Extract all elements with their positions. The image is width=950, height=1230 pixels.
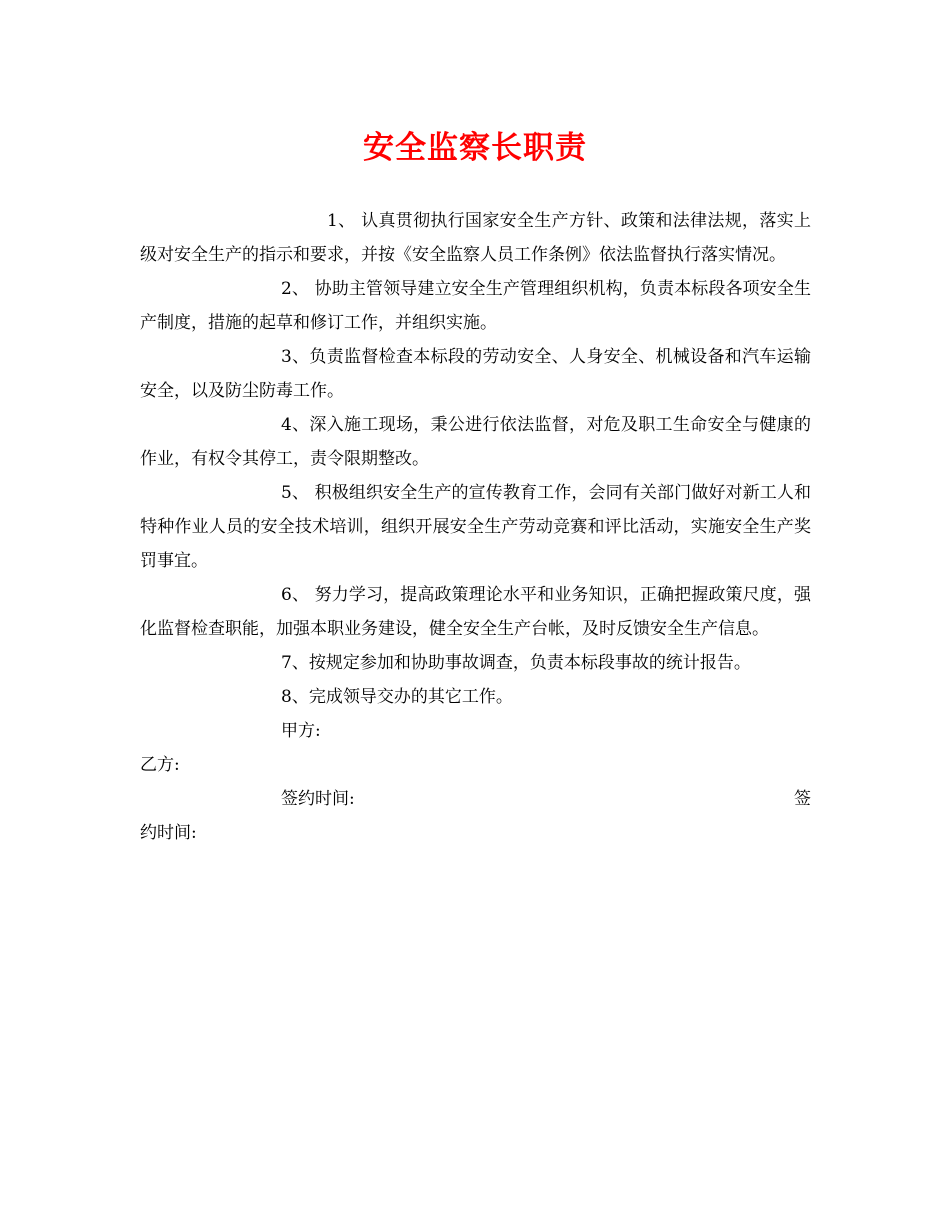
sign-time-a-label: 签约时间: — [281, 789, 355, 809]
paragraph-6: 6、 努力学习，提高政策理论水平和业务知识，正确把握政策尺度，强化监督检查职能，加强本职业务建设，健全安全生产台帐，及时反馈安全生产信息。 — [140, 585, 811, 639]
paragraph-1: 1、 认真贯彻执行国家安全生产方针、政策和法律法规，落实上级对安全生产的指示和要求，并按《安全监察人员工作条例》依法监督执行落实情况。 — [140, 211, 811, 265]
document-title: 安全监察长职责 — [363, 130, 587, 166]
paragraph-4: 4、深入施工现场，秉公进行依法监督，对危及职工生命安全与健康的作业，有权令其停工，责令限期整改。 — [140, 415, 811, 469]
sign-time-row — [140, 782, 811, 816]
paragraph-7: 7、按规定参加和协助事故调查，负责本标段事故的统计报告。 — [281, 653, 751, 673]
paragraph-3: 3、负责监督检查本标段的劳动安全、人身安全、机械设备和汽车运输安全，以及防尘防毒工作。 — [140, 347, 811, 401]
paragraph-2: 2、 协助主管领导建立安全生产管理组织机构，负责本标段各项安全生产制度，措施的起草和修订工作，并组织实施。 — [140, 279, 811, 333]
party-a-label: 甲方: — [281, 721, 321, 741]
party-a-row — [140, 714, 811, 748]
paragraph-8: 8、完成领导交办的其它工作。 — [281, 687, 513, 707]
paragraph-5: 5、 积极组织安全生产的宣传教育工作，会同有关部门做好对新工人和特种作业人员的安全技术培训，组织开展安全生产劳动竞赛和评比活动，实施安全生产奖罚事宜。 — [140, 483, 811, 571]
document-body — [140, 204, 811, 850]
sign-time-b-start: 签 — [794, 789, 811, 809]
sign-time-b-end: 约时间: — [140, 823, 197, 843]
party-b-label: 乙方: — [140, 755, 180, 775]
